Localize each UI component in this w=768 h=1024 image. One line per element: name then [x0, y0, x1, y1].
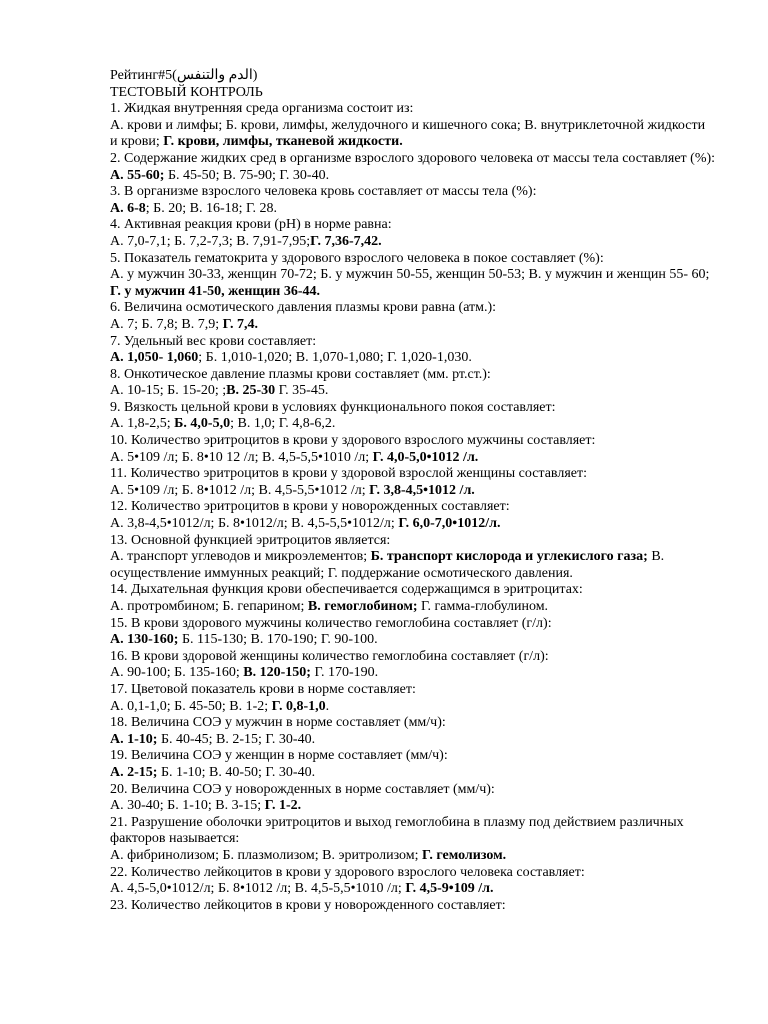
answer-text: Б. 45-50; В. 75-90; Г. 30-40. — [164, 167, 330, 183]
answer-text: . — [325, 698, 330, 714]
answer-options — [110, 168, 716, 185]
answer-text: ; Б. 20; В. 16-18; Г. 28. — [145, 200, 278, 216]
answer-options — [110, 798, 716, 815]
correct-answer: Г. 4,5-9•109 /л. — [405, 881, 494, 897]
correct-answer: Г. гемолизом. — [422, 847, 507, 863]
correct-answer: Г. крови, лимфы, тканевой жидкости. — [163, 134, 403, 150]
answer-options — [110, 267, 716, 300]
correct-answer: Г. 1-2. — [264, 798, 302, 814]
correct-answer: А. 2-15; — [110, 764, 158, 780]
question-text: 4. Активная реакция крови (рН) в норме равна: — [110, 217, 392, 233]
question-text: 22. Количество лейкоцитов в крови у здорового взрослого человека составляет: — [110, 864, 585, 880]
answer-text: А. крови и лимфы; Б. крови, лимфы, желудочного и кишечного сока; В. внутриклеточной жидкости и крови; — [110, 117, 706, 150]
correct-answer: Б. транспорт кислорода и углекислого газа; — [370, 549, 648, 565]
answer-options — [110, 732, 716, 749]
answer-options — [110, 118, 716, 151]
answer-text: Б. 40-45; В. 2-15; Г. 30-40. — [157, 731, 316, 747]
document-body — [110, 68, 716, 914]
answer-text: А. 0,1-1,0; Б. 45-50; В. 1-2; — [110, 698, 272, 714]
answer-text: А. 3,8-4,5•1012/л; Б. 8•1012/л; В. 4,5-5,5•1012/л; — [110, 516, 399, 532]
answer-text: Б. 115-130; В. 170-190; Г. 90-100. — [178, 632, 378, 648]
correct-answer: Г. 3,8-4,5•1012 /л. — [369, 482, 475, 498]
correct-answer: Г. 6,0-7,0•1012/л. — [398, 516, 501, 532]
answer-options — [110, 350, 716, 367]
question-text: 11. Количество эритроцитов в крови у здоровой взрослой женщины составляет: — [110, 466, 588, 482]
question-text: 1. Жидкая внутренняя среда организма состоит из: — [110, 101, 414, 117]
answer-text: А. 7; Б. 7,8; В. 7,9; — [110, 316, 223, 332]
correct-answer: А. 1-10; — [110, 731, 158, 747]
question-text: 19. Величина СОЭ у женщин в норме составляет (мм/ч): — [110, 748, 448, 764]
answer-options — [110, 765, 716, 782]
answer-text: А. 7,0-7,1; Б. 7,2-7,3; В. 7,91-7,95; — [110, 233, 311, 249]
answer-text: Г. 170-190. — [310, 665, 379, 681]
question-text: 13. Основной функцией эритроцитов является: — [110, 532, 391, 548]
answer-text: А. у мужчин 30-33, женщин 70-72; Б. у мужчин 50-55, женщин 50-53; В. у мужчин и женщин 55- 60; — [110, 267, 710, 283]
question-text: 6. Величина осмотического давления плазмы крови равна (атм.): — [110, 300, 497, 316]
answer-text: А. 1,8-2,5; — [110, 416, 175, 432]
answer-options — [110, 450, 716, 467]
question-text: 20. Величина СОЭ у новорожденных в норме составляет (мм/ч): — [110, 781, 495, 797]
question-text: 10. Количество эритроцитов в крови у здорового взрослого мужчины составляет: — [110, 433, 596, 449]
answer-text: ; В. 1,0; Г. 4,8-6,2. — [230, 416, 336, 432]
answer-options — [110, 632, 716, 649]
correct-answer: Г. 7,36-7,42. — [310, 233, 382, 249]
answer-text: А. транспорт углеводов и микроэлементов; — [110, 549, 371, 565]
answer-text: ; Б. 1,010-1,020; В. 1,070-1,080; Г. 1,020-1,030. — [198, 350, 472, 366]
answer-text: Г. 35-45. — [275, 383, 329, 399]
question-text: 2. Содержание жидких сред в организме взрослого здорового человека от массы тела составляет (%): — [110, 150, 716, 166]
answer-text: А. 30-40; Б. 1-10; В. 3-15; — [110, 798, 265, 814]
answer-options — [110, 516, 716, 533]
answer-text: Г. гамма-глобулином. — [417, 599, 549, 614]
document-title: ТЕСТОВЫЙ КОНТРОЛЬ — [110, 84, 263, 100]
answer-text: А. протромбином; Б. гепарином; — [110, 599, 308, 614]
question-list — [110, 101, 716, 914]
correct-answer: В. гемоглобином; — [307, 599, 418, 614]
correct-answer: В. 25-30 — [226, 383, 276, 399]
answer-options — [110, 317, 716, 334]
answer-options — [110, 599, 716, 616]
answer-text: В. осуществление иммунных реакций; Г. поддержание осмотического давления. — [110, 549, 665, 581]
rating-suffix: ) — [252, 68, 258, 83]
answer-options — [110, 665, 716, 682]
correct-answer: Б. 4,0-5,0 — [174, 416, 231, 432]
correct-answer: А. 55-60; — [110, 167, 165, 183]
question-text: 23. Количество лейкоцитов в крови у новорожденного составляет: — [110, 897, 506, 913]
answer-options — [110, 383, 716, 400]
question-text: 15. В крови здорового мужчины количество гемоглобина составляет (г/л): — [110, 615, 552, 631]
answer-options — [110, 416, 716, 433]
correct-answer: А. 6-8 — [110, 200, 146, 216]
question-text: 9. Вязкость цельной крови в условиях функционального покоя составляет: — [110, 399, 556, 415]
question-text: 17. Цветовой показатель крови в норме составляет: — [110, 681, 416, 697]
answer-text: А. 5•109 /л; Б. 8•10 12 /л; В. 4,5-5,5•1010 /л; — [110, 449, 373, 465]
question-text: 14. Дыхательная функция крови обеспечивается содержащимся в эритроцитах: — [110, 582, 583, 598]
correct-answer: Г. 4,0-5,0•1012 /л. — [372, 449, 479, 465]
question-text: 16. В крови здоровой женщины количество гемоглобина составляет (г/л): — [110, 648, 549, 664]
correct-answer: Г. у мужчин 41-50, женщин 36-44. — [110, 283, 321, 299]
answer-text: А. 5•109 /л; Б. 8•1012 /л; В. 4,5-5,5•1012 /л; — [110, 482, 370, 498]
rating-prefix: Рейтинг#5( — [110, 68, 177, 83]
answer-text: Б. 1-10; В. 40-50; Г. 30-40. — [157, 764, 316, 780]
rating-header — [110, 68, 716, 85]
answer-text: А. 10-15; Б. 15-20; ; — [110, 383, 227, 399]
question-text: 18. Величина СОЭ у мужчин в норме составляет (мм/ч): — [110, 715, 446, 731]
answer-options — [110, 881, 716, 898]
correct-answer: А. 130-160; — [110, 632, 179, 648]
question-text: 5. Показатель гематокрита у здорового взрослого человека в покое составляет (%): — [110, 250, 604, 266]
question-text: 21. Разрушение оболочки эритроцитов и выход гемоглобина в плазму под действием различных факторов называется: — [110, 814, 684, 847]
correct-answer: А. 1,050- 1,060 — [110, 350, 199, 366]
answer-options — [110, 483, 716, 500]
correct-answer: В. 120-150; — [243, 665, 311, 681]
answer-text: А. фибринолизом; Б. плазмолизом; В. эритролизом; — [110, 847, 423, 863]
question-text: 3. В организме взрослого человека кровь составляет от массы тела (%): — [110, 184, 537, 200]
answer-text: А. 90-100; Б. 135-160; — [110, 665, 244, 681]
answer-options — [110, 699, 716, 716]
answer-options — [110, 549, 716, 582]
question-text: 7. Удельный вес крови составляет: — [110, 333, 317, 349]
correct-answer: Г. 7,4. — [222, 316, 258, 332]
answer-text: А. 4,5-5,0•1012/л; Б. 8•1012 /л; В. 4,5-5,5•1010 /л; — [110, 881, 406, 897]
answer-options — [110, 201, 716, 218]
answer-options — [110, 848, 716, 865]
question-text: 12. Количество эритроцитов в крови у новорожденных составляет: — [110, 499, 510, 515]
answer-options — [110, 234, 716, 251]
question-text: 8. Онкотическое давление плазмы крови составляет (мм. рт.ст.): — [110, 366, 491, 382]
rating-arabic-text: الدم والتنفس — [176, 68, 253, 83]
correct-answer: Г. 0,8-1,0 — [271, 698, 326, 714]
